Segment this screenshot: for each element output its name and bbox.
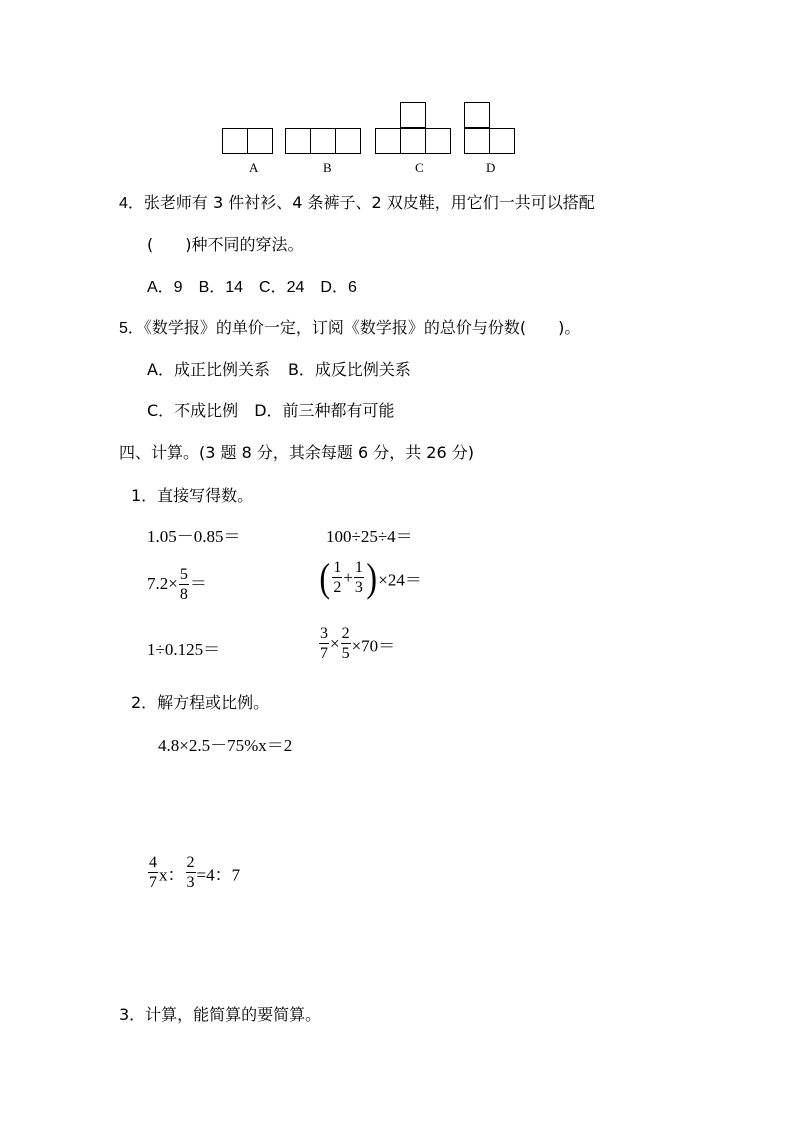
net-label-d: D: [486, 160, 496, 175]
part-1-title: 1．直接写得数。: [131, 486, 254, 505]
fraction: $\frac{5}{8}$: [179, 566, 188, 603]
question-5-options-row1: [147, 357, 411, 380]
net-label-b: B: [323, 160, 332, 175]
net-a-square: [247, 128, 273, 154]
part-3-title: 3．计算，能简算的要简算。: [119, 1005, 322, 1024]
expression-6: $\frac{3}{7}$ × $\frac{2}{5}$ ×70＝: [320, 625, 396, 662]
fraction: $\frac{1}{2}$: [333, 559, 342, 596]
left-paren: (: [319, 555, 330, 600]
net-d-square: [464, 102, 490, 128]
net-d-square: [464, 128, 490, 154]
question-4-options: A．9 B．14 C．24 D．6: [147, 279, 357, 296]
net-label-a: A: [249, 160, 259, 175]
net-b-square: [335, 128, 361, 154]
fraction: $\frac{2}{3}$: [186, 854, 195, 891]
option-d: D．前三种都有可能: [254, 401, 395, 420]
fraction: $\frac{2}{5}$: [341, 625, 350, 662]
net-c-square: [400, 128, 426, 154]
question-4: [119, 190, 595, 213]
expression-5: 1÷0.125＝: [147, 640, 221, 659]
expression-1: 1.05－0.85＝: [147, 527, 241, 546]
option-c: C．不成比例: [147, 401, 239, 420]
fraction: $\frac{1}{3}$: [354, 559, 363, 596]
net-a-square: [222, 128, 248, 154]
fraction: $\frac{4}{7}$: [149, 854, 157, 891]
section-4-title: 四、计算。(3 题 8 分，其余每题 6 分，共 26 分): [119, 443, 474, 462]
question-5-options-row2: [147, 398, 395, 421]
net-c-square: [400, 102, 426, 128]
equation-1: 4.8×2.5－75%x＝2: [158, 736, 293, 755]
fraction: $\frac{3}{7}$: [320, 625, 328, 662]
net-c-square: [375, 128, 401, 154]
question-number: 4．: [119, 195, 144, 212]
net-label-c: C: [415, 160, 424, 175]
option-a: A．成正比例关系: [147, 360, 270, 379]
question-number: 5．: [119, 320, 144, 337]
net-c-square: [425, 128, 451, 154]
question-5: [119, 315, 580, 338]
option-b: B．成反比例关系: [287, 360, 411, 379]
expression-4: ( $\frac{1}{2}$ + $\frac{1}{3}$ )×24＝: [319, 555, 422, 600]
question-text: 张老师有 3 件衬衫、4 条裤子、2 双皮鞋，用它们一共可以搭配: [143, 193, 595, 212]
question-text: 《数学报》的单价一定，订阅《数学报》的总价与份数( )。: [143, 318, 581, 337]
net-b-square: [285, 128, 311, 154]
expression-3: 7.2× $\frac{5}{8}$ ＝: [147, 566, 207, 603]
net-b-square: [310, 128, 336, 154]
expression-2: 100÷25÷4＝: [326, 527, 413, 546]
net-d-square: [489, 128, 515, 154]
question-4-line2: ( )种不同的穿法。: [147, 235, 304, 254]
right-paren: ): [366, 555, 377, 600]
equation-2: $\frac{4}{7}$ x： $\frac{2}{3}$ =4：7: [149, 854, 241, 891]
part-2-title: 2．解方程或比例。: [131, 693, 270, 712]
